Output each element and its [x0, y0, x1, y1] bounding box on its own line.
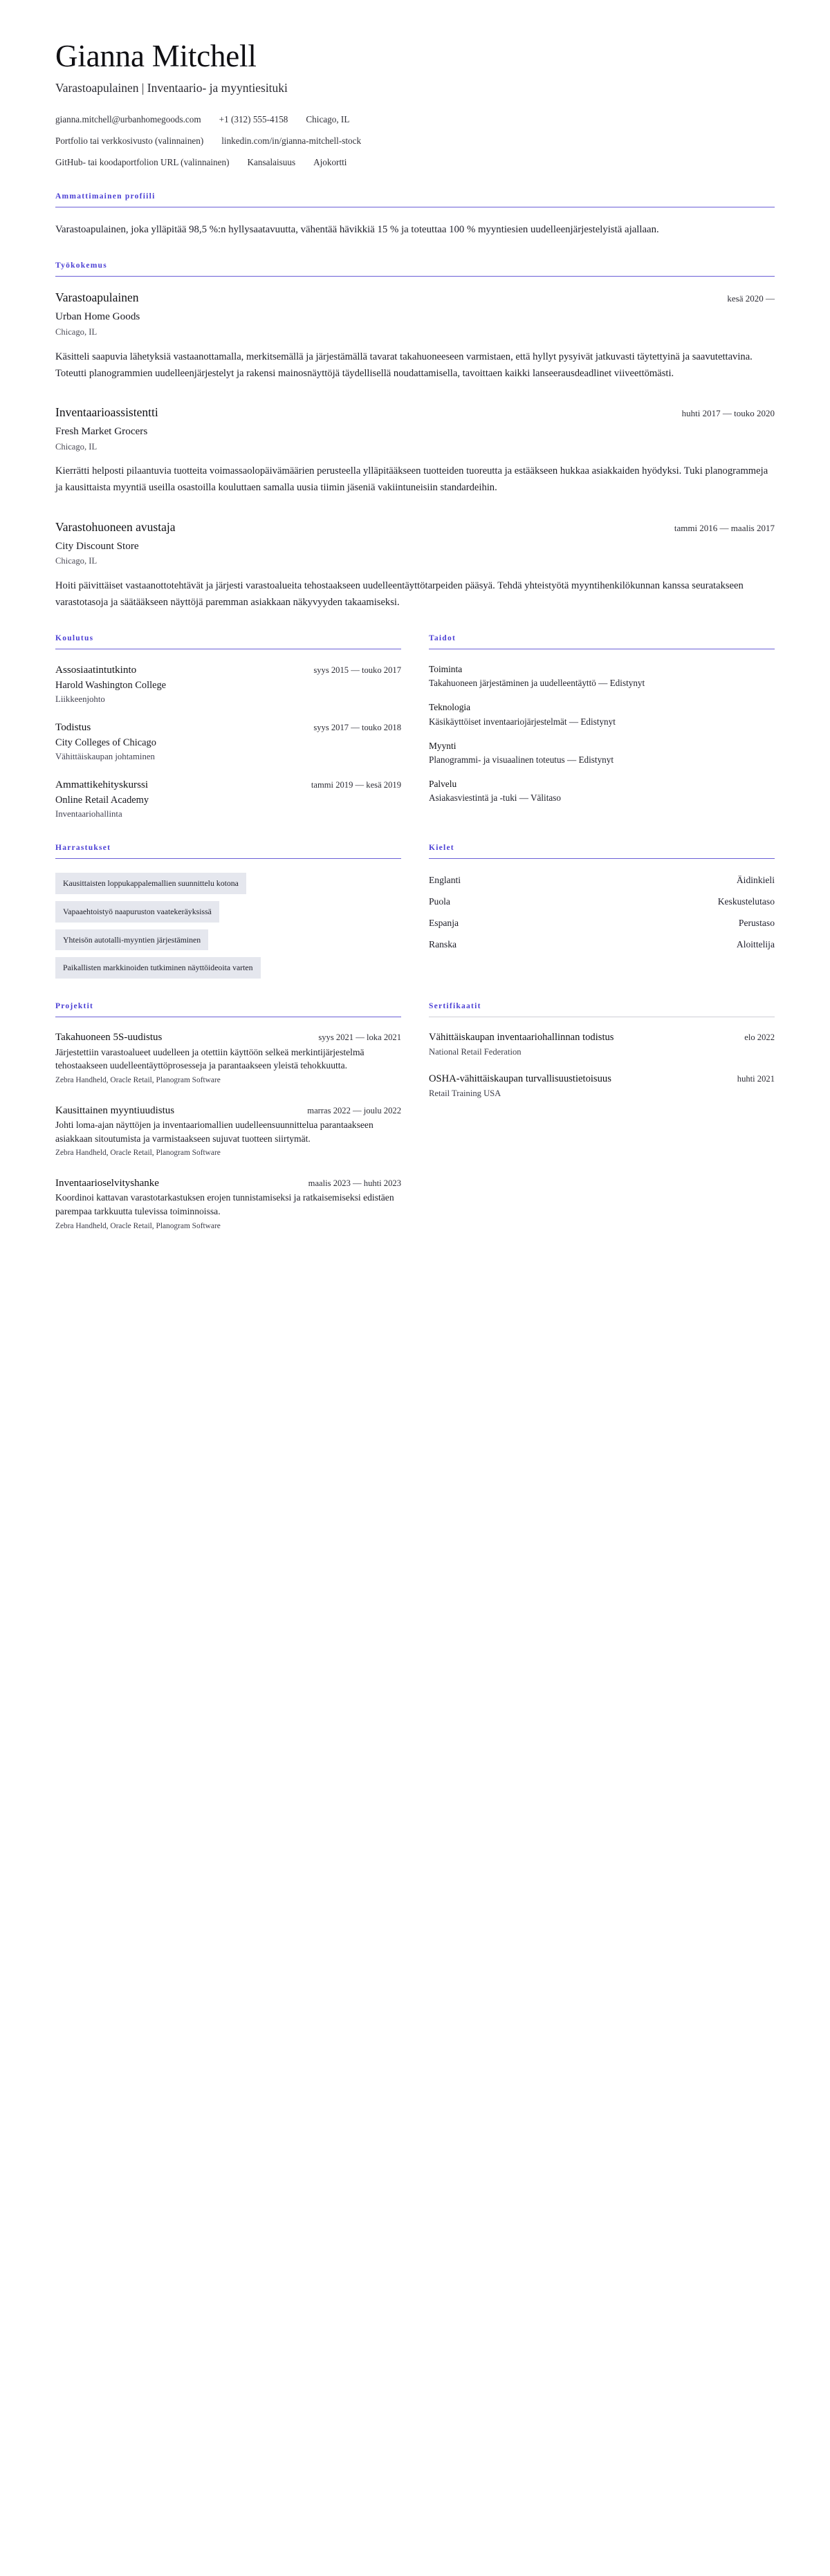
column-left — [55, 634, 401, 820]
job-description: Hoiti päivittäiset vastaanottotehtävät ja järjesti varastoalueita tehostaakseen uudelleentäyttötarpeiden pääsyä. Tehdä yhteistyötä myyntihenkilökunnan kanssa seuratakseen varastotasoja ja säätääkseen näyttöjä paremman asiakkaan näkyvyyden takaamiseksi. — [55, 580, 744, 608]
project-name: Takahuoneen 5S-uudistus — [55, 1032, 163, 1044]
language-row — [429, 916, 775, 931]
certificate-name: Vähittäiskaupan inventaariohallinnan todistus — [429, 1032, 614, 1044]
projects-certificates-columns — [55, 1002, 775, 1232]
skill-category: Toiminta — [429, 664, 463, 675]
hobby-chip: Yhteisön autotalli-myyntien järjestäminen — [55, 929, 208, 951]
section-experience — [55, 261, 775, 611]
language-row — [429, 937, 775, 952]
certificate-date: elo 2022 — [744, 1032, 775, 1043]
job-dates: kesä 2020 — — [727, 293, 775, 304]
language-level: Äidinkieli — [736, 875, 775, 886]
certificate-name: OSHA-vähittäiskaupan turvallisuustietoisuus — [429, 1073, 611, 1085]
contact-row-2 — [55, 135, 775, 147]
section-divider — [55, 276, 775, 277]
language-level: Keskustelutaso — [717, 896, 775, 907]
hobbies-languages-columns — [55, 844, 775, 979]
contact-row-3 — [55, 156, 775, 169]
job-location: Chicago, IL — [55, 556, 98, 566]
job-dates: huhti 2017 — touko 2020 — [681, 408, 775, 419]
project-tech-stack: Zebra Handheld, Oracle Retail, Planogram Software — [55, 1221, 221, 1230]
job-location: Chicago, IL — [55, 327, 98, 337]
project-description: Johti loma-ajan näyttöjen ja inventaariomallien uudelleensuunnittelua parantaakseen asiakkaan sitoutumista ja varmistaakseen sujuvat tuotteen siirtymät. — [55, 1120, 374, 1144]
language-level: Aloittelija — [736, 939, 775, 950]
experience-entry — [55, 520, 775, 611]
job-title: Varastoapulainen — [55, 290, 139, 305]
education-dates: syys 2015 — touko 2017 — [313, 665, 401, 676]
hobby-chip: Vapaaehtoistyö naapuruston vaatekeräyksissä — [55, 901, 219, 923]
certificate-date: huhti 2021 — [737, 1074, 775, 1084]
education-dates: syys 2017 — touko 2018 — [313, 723, 401, 733]
section-title-experience: Työkokemus — [55, 261, 107, 270]
skill-group — [429, 663, 775, 689]
contact-nationality: Kansalaisuus — [247, 157, 296, 168]
education-school: Harold Washington College — [55, 679, 167, 691]
skill-group — [429, 701, 775, 728]
education-entry — [55, 778, 401, 820]
language-name: Ranska — [429, 939, 457, 950]
column-right — [429, 844, 775, 952]
experience-entry — [55, 290, 775, 382]
education-school: City Colleges of Chicago — [55, 736, 156, 748]
section-title-certificates: Sertifikaatit — [429, 1002, 481, 1011]
section-title-education: Koulutus — [55, 634, 94, 643]
skill-group — [429, 740, 775, 766]
professional-headline: Varastoapulainen | Inventaario- ja myyntiesituki — [55, 80, 288, 95]
skill-category: Teknologia — [429, 702, 471, 713]
section-divider — [55, 858, 401, 859]
section-title-projects: Projektit — [55, 1002, 94, 1011]
language-level: Perustaso — [738, 918, 775, 929]
section-projects — [55, 1002, 401, 1232]
section-languages — [429, 844, 775, 952]
job-dates: tammi 2016 — maalis 2017 — [674, 522, 775, 533]
contact-github[interactable]: GitHub- tai koodaportfolion URL (valinnainen) — [55, 157, 230, 168]
job-title: Varastohuoneen avustaja — [55, 519, 176, 534]
project-tech-stack: Zebra Handheld, Oracle Retail, Planogram Software — [55, 1076, 221, 1085]
column-right — [429, 634, 775, 804]
job-description: Kierrätti helposti pilaantuvia tuotteita voimassaolopäivämäärien perusteella ylläpitääkseen tuotteiden tuoreutta ja estääkseen hukkaa asiakkaiden hyödyksi. Tuki planogrammeja ja kausittaista myyntiä useilla osastoilla kouluttaen samalla uusia tiimin jäseniä vakiintuneisiin standardeihin. — [55, 465, 768, 494]
hobby-chip: Kausittaisten loppukappalemallien suunnittelu kotona — [55, 873, 246, 894]
education-degree: Todistus — [55, 721, 91, 734]
contact-phone[interactable]: +1 (312) 555-4158 — [219, 114, 288, 125]
project-entry — [55, 1104, 401, 1159]
column-left — [55, 844, 401, 979]
certificate-entry — [429, 1073, 775, 1099]
education-field: Inventaariohallinta — [55, 809, 122, 819]
project-description: Koordinoi kattavan varastotarkastuksen erojen tunnistamiseksi ja ratkaisemiseksi edistäen parempaa tarkkuutta tulevissa toiminnoissa. — [55, 1192, 394, 1217]
skill-items: Käsikäyttöiset inventaariojärjestelmät — Edistynyt — [429, 716, 616, 727]
education-school: Online Retail Academy — [55, 794, 149, 806]
skill-items: Takahuoneen järjestäminen ja uudelleentäyttö — Edistynyt — [429, 678, 645, 689]
education-field: Liikkeenjohto — [55, 694, 105, 705]
language-name: Espanja — [429, 918, 459, 929]
job-description: Käsitteli saapuvia lähetyksiä vastaanottamalla, merkitsemällä ja järjestämällä tavarat takahuoneeseen varmistaen, että hyllyt pysyivät jatkuvasti täytettyinä ja saavutettavina. Toteutti planogrammien uudelleenjärjestelyt ja rakensi mainosnäyttöjä täydellisellä noudattamisella, tavoittaen kaikki lanseerausdeadlinet viiveettömästi. — [55, 351, 753, 379]
hobby-chip-list — [55, 873, 401, 979]
page-title: Gianna Mitchell — [55, 39, 257, 73]
project-entry — [55, 1031, 401, 1086]
language-name: Englanti — [429, 875, 461, 886]
section-skills — [429, 634, 775, 804]
skill-items: Planogrammi- ja visuaalinen toteutus — Edistynyt — [429, 754, 614, 765]
contact-portfolio[interactable]: Portfolio tai verkkosivusto (valinnainen) — [55, 136, 204, 147]
certificate-issuer: National Retail Federation — [429, 1046, 522, 1057]
job-location: Chicago, IL — [55, 441, 98, 452]
section-hobbies — [55, 844, 401, 979]
education-entry — [55, 721, 401, 763]
certificate-issuer: Retail Training USA — [429, 1088, 501, 1098]
contact-location: Chicago, IL — [306, 114, 350, 125]
education-skills-columns — [55, 634, 775, 820]
hobby-chip: Paikallisten markkinoiden tutkiminen näyttöideoita varten — [55, 957, 261, 979]
section-title-languages: Kielet — [429, 844, 454, 853]
language-list — [429, 873, 775, 952]
resume-header — [55, 40, 775, 169]
contact-drivers-license: Ajokortti — [313, 157, 347, 168]
section-title-hobbies: Harrastukset — [55, 844, 111, 853]
section-summary — [55, 192, 775, 239]
column-left — [55, 1002, 401, 1232]
skill-category: Palvelu — [429, 778, 457, 789]
section-title-summary: Ammattimainen profiili — [55, 192, 156, 201]
project-name: Inventaarioselvityshanke — [55, 1177, 159, 1189]
skill-category: Myynti — [429, 740, 456, 751]
project-entry — [55, 1177, 401, 1232]
education-field: Vähittäiskaupan johtaminen — [55, 752, 155, 762]
resume-page — [0, 0, 830, 1259]
project-name: Kausittainen myyntiuudistus — [55, 1104, 175, 1116]
section-title-skills: Taidot — [429, 634, 456, 643]
skill-group — [429, 778, 775, 804]
project-dates: marras 2022 — joulu 2022 — [307, 1105, 401, 1115]
contact-linkedin[interactable]: linkedin.com/in/gianna-mitchell-stock — [221, 136, 362, 147]
contact-email[interactable]: gianna.mitchell@urbanhomegoods.com — [55, 114, 201, 125]
contact-row-1 — [55, 113, 775, 126]
language-row — [429, 894, 775, 909]
section-divider — [429, 858, 775, 859]
section-education — [55, 634, 401, 820]
education-dates: tammi 2019 — kesä 2019 — [311, 780, 401, 790]
column-right — [429, 1002, 775, 1099]
project-description: Järjestettiin varastoalueet uudelleen ja otettiin käyttöön selkeä merkintijärjestelmä tehostaakseen uudelleentäyttöprosesseja ja parantaakseen yleistä tehokkuutta. — [55, 1046, 365, 1071]
project-dates: syys 2021 — loka 2021 — [318, 1032, 401, 1043]
summary-text: Varastoapulainen, joka ylläpitää 98,5 %:n hyllysaatavuutta, vähentää hävikkiä 15 % ja toteuttaa 100 % myyntiesien uudelleenjärjestelyistä ajallaan. — [55, 223, 659, 235]
education-entry — [55, 663, 401, 705]
language-row — [429, 873, 775, 888]
job-company: Urban Home Goods — [55, 311, 140, 323]
certificate-entry — [429, 1031, 775, 1057]
job-company: City Discount Store — [55, 539, 139, 552]
job-company: Fresh Market Grocers — [55, 425, 148, 438]
project-dates: maalis 2023 — huhti 2023 — [308, 1178, 401, 1188]
project-tech-stack: Zebra Handheld, Oracle Retail, Planogram Software — [55, 1149, 221, 1158]
education-degree: Ammattikehityskurssi — [55, 779, 149, 791]
job-title: Inventaarioassistentti — [55, 405, 158, 420]
contact-block — [55, 113, 775, 168]
education-degree: Assosiaatintutkinto — [55, 664, 137, 676]
experience-entry — [55, 405, 775, 497]
section-certificates — [429, 1002, 775, 1099]
language-name: Puola — [429, 896, 450, 907]
skill-items: Asiakasviestintä ja -tuki — Välitaso — [429, 793, 561, 804]
